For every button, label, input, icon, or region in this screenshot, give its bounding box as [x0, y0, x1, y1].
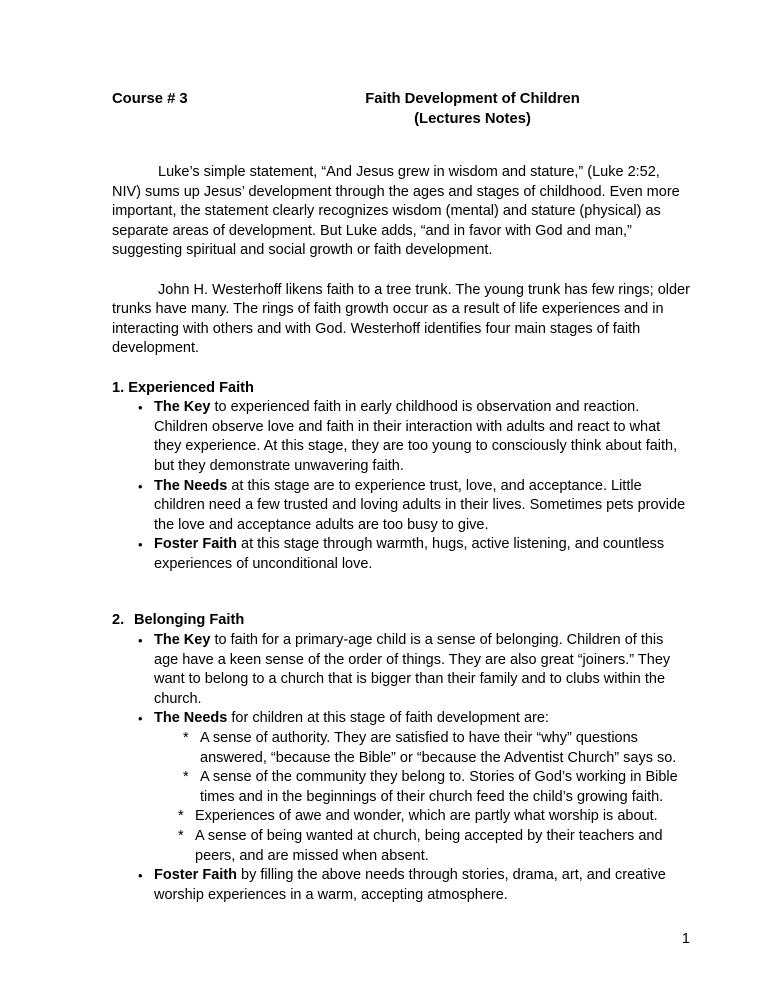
intro-paragraph-2: John H. Westerhoff likens faith to a tree trunk. The young trunk has few rings; older trunks have many. The rings of faith growth occur as a result of life experiences and in interacting with others and with God. Westerhoff identifies four main stages of faith development.: [112, 281, 690, 357]
bullet-dot-icon: •: [138, 868, 143, 884]
bullet-lead: The Key: [154, 632, 211, 649]
page-title: Faith Development of Children: [365, 91, 580, 107]
section-1-bullet-list: [112, 398, 690, 574]
section-2-title: Belonging Faith: [134, 612, 245, 629]
section-2-heading: [112, 611, 690, 631]
sub-bullet-text: Experiences of awe and wonder, which are partly what worship is about.: [195, 808, 658, 825]
list-item: [112, 477, 690, 536]
bullet-dot-icon: •: [138, 633, 143, 649]
section-1-heading: [112, 379, 690, 399]
asterisk-icon: *: [178, 808, 184, 825]
bullet-lead: The Key: [154, 399, 211, 416]
list-item: [112, 709, 690, 866]
bullet-text: [154, 631, 690, 709]
section-1-number: 1.: [112, 379, 125, 396]
bullet-dot-icon: •: [138, 400, 143, 416]
bullet-body: at this stage are to experience trust, love, and acceptance. Little children need a few trusted and loving adults in their lives. Sometimes pets provide the love and acceptance adults are too busy to give.: [154, 477, 686, 533]
page-number: 1: [681, 931, 690, 947]
bullet-text: [154, 398, 690, 476]
sub-bullet-text: A sense of the community they belong to. Stories of God’s working in Bible times and in the beginnings of their church feed the child’s growing faith.: [200, 769, 678, 805]
list-item: [112, 631, 690, 709]
asterisk-icon: *: [183, 730, 189, 747]
bullet-lead: The Needs: [154, 710, 228, 727]
title-block: [293, 89, 690, 130]
section-2-bullet-list: [112, 631, 690, 905]
sub-list-item: [154, 827, 690, 866]
asterisk-icon: *: [183, 769, 189, 786]
list-item: [112, 398, 690, 476]
bullet-lead: The Needs: [154, 477, 228, 494]
section-1-title: Experienced Faith: [128, 379, 254, 396]
header-row: [112, 89, 690, 130]
bullet-body: by filling the above needs through stories, drama, art, and creative worship experiences in a warm, accepting atmosphere.: [154, 867, 666, 903]
bullet-lead: Foster Faith: [154, 536, 237, 553]
intro-paragraph-1: Luke’s simple statement, “And Jesus grew in wisdom and stature,” (Luke 2:52, NIV) sums up Jesus’ development through the ages and stages of childhood. Even more important, the statement clearly recognizes wisdom (mental) and stature (physical) as separate areas of development. But Luke adds, “and in favor with God and man,” suggesting spiritual and social growth or faith development.: [112, 164, 680, 259]
bullet-text: [154, 477, 690, 536]
bullet-body: at this stage through warmth, hugs, active listening, and countless experiences of unconditional love.: [154, 536, 665, 572]
bullet-dot-icon: •: [138, 478, 143, 494]
bullet-dot-icon: •: [138, 537, 143, 553]
page-subtitle: (Lectures Notes): [414, 111, 531, 127]
course-label: Course # 3: [112, 91, 188, 107]
bullet-text: [154, 535, 690, 574]
list-item: [112, 866, 690, 905]
asterisk-icon: *: [178, 828, 184, 844]
sub-bullet-text: A sense of being wanted at church, being accepted by their teachers and peers, and are missed when absent.: [195, 828, 663, 864]
sub-list-item: [154, 768, 690, 807]
list-item: [112, 535, 690, 574]
bullet-body: to faith for a primary-age child is a sense of belonging. Children of this age have a keen sense of the order of things. They are also great “joiners.” They want to belong to a church that is bigger than their family and to clubs within the church.: [154, 632, 671, 707]
bullet-lead: Foster Faith: [154, 867, 237, 884]
section-experienced-faith: [112, 379, 690, 575]
sub-list-item: [154, 807, 690, 827]
document-body: [112, 163, 690, 905]
document-header: [112, 89, 690, 130]
section-belonging-faith: [112, 611, 690, 905]
bullet-text: [154, 866, 690, 905]
bullet-body: for children at this stage of faith development are:: [227, 710, 549, 727]
section-2-number: 2.: [112, 612, 125, 629]
sub-bullet-text: A sense of authority. They are satisfied to have their “why” questions answered, “because the Bible” or “because the Adventist Church” says so.: [200, 730, 677, 766]
sub-list-item: [154, 729, 690, 768]
sub-bullet-list: [154, 729, 690, 866]
bullet-text: [154, 709, 690, 729]
section-spacer: [112, 574, 690, 611]
bullet-body: to experienced faith in early childhood is observation and reaction. Children observe love and faith in their interaction with adults and react to what they experience. At this stage, they are too young to consciously think about faith, but they demonstrate unwavering faith.: [154, 399, 678, 474]
bullet-dot-icon: •: [138, 711, 143, 727]
